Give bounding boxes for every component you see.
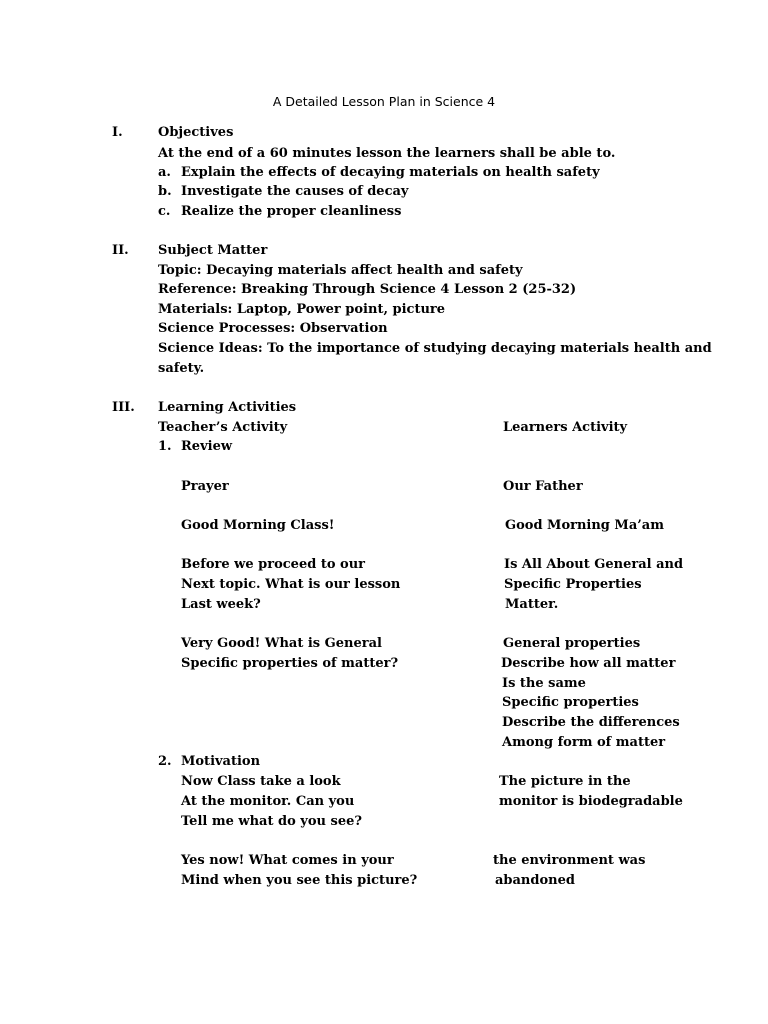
learner-properties-answer-line: Is the same (502, 676, 586, 691)
learner-motivation-answer-line: The picture in the (499, 774, 631, 789)
section-numeral-3: III. (112, 400, 135, 415)
teacher-review-question-line: Last week? (181, 597, 261, 612)
learner-picture-answer-line: the environment was (493, 853, 646, 868)
subject-ideas-line-2: safety. (158, 361, 205, 376)
learner-review-answer-line: Specific Properties (504, 577, 642, 592)
teacher-review-question-line: Next topic. What is our lesson (181, 577, 401, 592)
subject-processes: Science Processes: Observation (158, 321, 388, 336)
review-number: 1. (158, 439, 172, 454)
teacher-properties-question-line: Specific properties of matter? (181, 656, 399, 671)
objectives-heading: Objectives (158, 125, 234, 140)
learner-review-answer-line: Matter. (505, 597, 559, 612)
learner-activity-header: Learners Activity (503, 420, 628, 435)
objective-letter-a: a. (158, 165, 171, 180)
document-title: A Detailed Lesson Plan in Science 4 (272, 94, 496, 109)
learner-picture-answer-line: abandoned (495, 873, 575, 888)
section-numeral-1: I. (112, 125, 123, 140)
subject-ideas-line-1: Science Ideas: To the importance of studying decaying materials health and (158, 341, 712, 356)
teacher-motivation-question-line: Now Class take a look (181, 774, 341, 789)
review-heading: Review (181, 439, 233, 454)
motivation-heading: Motivation (181, 754, 261, 769)
objective-letter-b: b. (158, 184, 172, 199)
objective-item-b: Investigate the causes of decay (181, 184, 409, 199)
teacher-picture-question-line: Mind when you see this picture? (181, 873, 418, 888)
learner-prayer-reply: Our Father (503, 479, 583, 494)
teacher-motivation-question-line: At the monitor. Can you (181, 794, 355, 809)
learner-properties-answer-line: Among form of matter (502, 735, 666, 750)
objectives-intro: At the end of a 60 minutes lesson the learners shall be able to. (158, 146, 616, 161)
teacher-prayer: Prayer (181, 479, 229, 494)
learning-activities-heading: Learning Activities (158, 400, 297, 415)
objective-letter-c: c. (158, 204, 171, 219)
learner-greeting-reply: Good Morning Ma’am (505, 518, 664, 533)
subject-topic: Topic: Decaying materials affect health and safety (158, 263, 523, 278)
subject-reference: Reference: Breaking Through Science 4 Lesson 2 (25-32) (158, 282, 577, 297)
subject-materials: Materials: Laptop, Power point, picture (158, 302, 446, 317)
learner-properties-answer-line: Specific properties (502, 695, 639, 710)
teacher-motivation-question-line: Tell me what do you see? (181, 814, 362, 829)
learner-review-answer-line: Is All About General and (504, 557, 684, 572)
section-numeral-2: II. (112, 243, 129, 258)
teacher-review-question-line: Before we proceed to our (181, 557, 366, 572)
objective-item-a: Explain the effects of decaying materials on health safety (181, 165, 600, 180)
learner-properties-answer-line: General properties (503, 636, 641, 651)
learner-properties-answer-line: Describe how all matter (501, 656, 676, 671)
learner-properties-answer-line: Describe the differences (502, 715, 680, 730)
teacher-picture-question-line: Yes now! What comes in your (181, 853, 394, 868)
objective-item-c: Realize the proper cleanliness (181, 204, 402, 219)
teacher-activity-header: Teacher’s Activity (158, 420, 288, 435)
subject-matter-heading: Subject Matter (158, 243, 268, 258)
teacher-greeting: Good Morning Class! (181, 518, 335, 533)
teacher-properties-question-line: Very Good! What is General (181, 636, 382, 651)
learner-motivation-answer-line: monitor is biodegradable (499, 794, 683, 809)
motivation-number: 2. (158, 754, 172, 769)
